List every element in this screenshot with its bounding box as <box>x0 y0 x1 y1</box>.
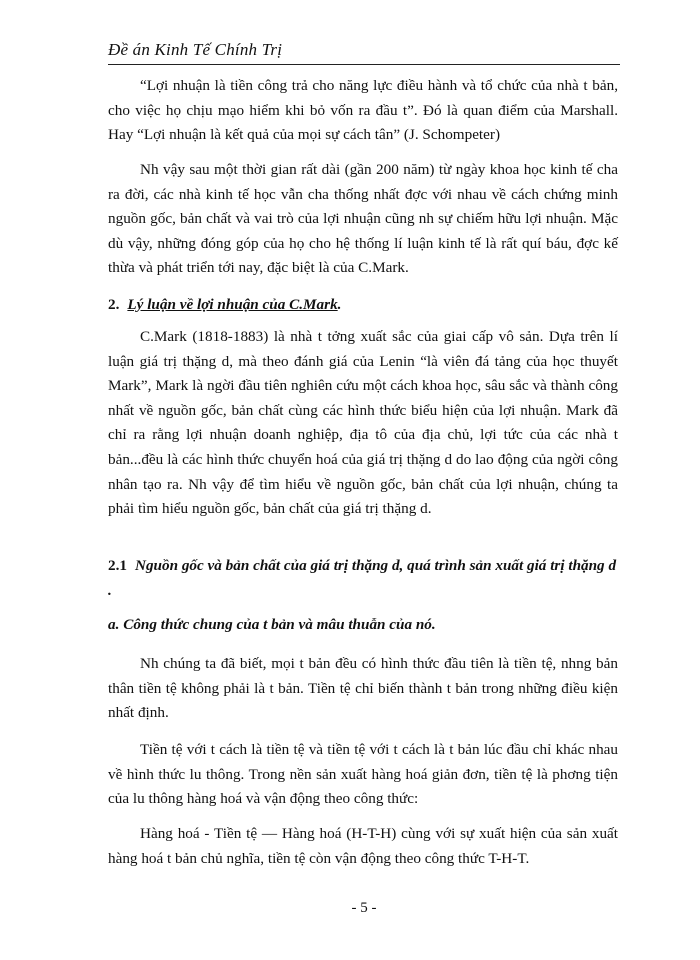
section-title: Lý luận về lợi nhuận của C.Mark <box>127 296 338 313</box>
paragraph-marshall-quote <box>108 74 618 148</box>
paragraph-text: Nh chúng ta đã biết, mọi t bản đều có hình thức đầu tiên là tiền tệ, nhng bản thân tiền tệ không phải là t bản. Tiền tệ chỉ biến thành t bản trong những điều kiện nhất định. <box>108 655 618 722</box>
subsection-heading-a <box>108 613 620 638</box>
header-divider <box>108 64 620 65</box>
document-page <box>108 0 620 960</box>
paragraph-formula <box>108 822 618 871</box>
section-number: 2.1 <box>108 557 127 574</box>
paragraph-capital-forms <box>108 652 618 726</box>
paragraph-circulation <box>108 738 618 812</box>
page-number: - 5 - <box>351 900 377 916</box>
paragraph-text: Nh vậy sau một thời gian rất dài (gần 200 năm) từ ngày khoa học kinh tế cha ra đời, các nhà kinh tế học vẫn cha thống nhất đợc với nhau về cách chứng minh nguồn gốc, bản chất và vai trò của lợi nhuận cũng nh sự chiếm hữu lợi nhuận. Mặc dù vậy, những đóng góp của họ cho hệ thống lí luận kinh tế là rất quí báu, đợc kế thừa và phát triển tới nay, đặc biệt là của C.Mark. <box>108 161 618 277</box>
paragraph-text: “Lợi nhuận là tiền công trả cho năng lực điều hành và tổ chức của nhà t bản, cho việc họ chịu mạo hiểm khi bỏ vốn ra đầu t”. Đó là quan điểm của Marshall. Hay “Lợi nhuận là kết quả của mọi sự cách tân” (J. Schompeter) <box>108 77 618 144</box>
paragraph-text: Tiền tệ với t cách là tiền tệ và tiền tệ với t cách là t bản lúc đầu chỉ khác nhau về hình thức lu thông. Trong nền sản xuất hàng hoá giản đơn, tiền tệ là phơng tiện của lu thông hàng hoá và vận động theo công thức: <box>108 741 618 808</box>
section-heading-2 <box>108 293 620 318</box>
section-title-tail: . <box>337 296 342 313</box>
paragraph-summary <box>108 158 618 281</box>
document-header-title: Đề án Kinh Tế Chính Trị <box>108 40 283 59</box>
paragraph-text: Hàng hoá - Tiền tệ — Hàng hoá (H-T-H) cùng với sự xuất hiện của sản xuất hàng hoá t bản chủ nghĩa, tiền tệ còn vận động theo công thức T-H-T. <box>108 825 618 867</box>
section-title: Nguồn gốc và bản chất của giá trị thặng d, quá trình sản xuất giá trị thặng d . <box>108 557 617 599</box>
section-number: 2. <box>108 296 120 313</box>
subsection-title: a. Công thức chung của t bản và mâu thuẫn của nó. <box>108 616 436 633</box>
paragraph-text: C.Mark (1818-1883) là nhà t tởng xuất sắc của giai cấp vô sản. Dựa trên lí luận giá trị thặng d, mà theo đánh giá của Lenin “là viên đá tảng của học thuyết Mark”, Mark là ngời đầu tiên nghiên cứu một cách khoa học, sâu sắc và thành công nhất về nguồn gốc, bản chất cùng các hình thức biểu hiện của lợi nhuận. Mark đã chỉ ra rằng lợi nhuận doanh nghiệp, địa tô của địa chủ, lợi tức của các nhà t bản...đều là các hình thức chuyển hoá của giá trị thặng d do lao động của ngời công nhân tạo ra. Nh vậy để tìm hiểu về nguồn gốc, bản chất của lợi nhuận, chúng ta phải tìm hiểu nguồn gốc, bản chất của giá trị thặng d. <box>108 328 618 518</box>
paragraph-cmark <box>108 325 618 522</box>
section-heading-2-1 <box>108 554 620 603</box>
